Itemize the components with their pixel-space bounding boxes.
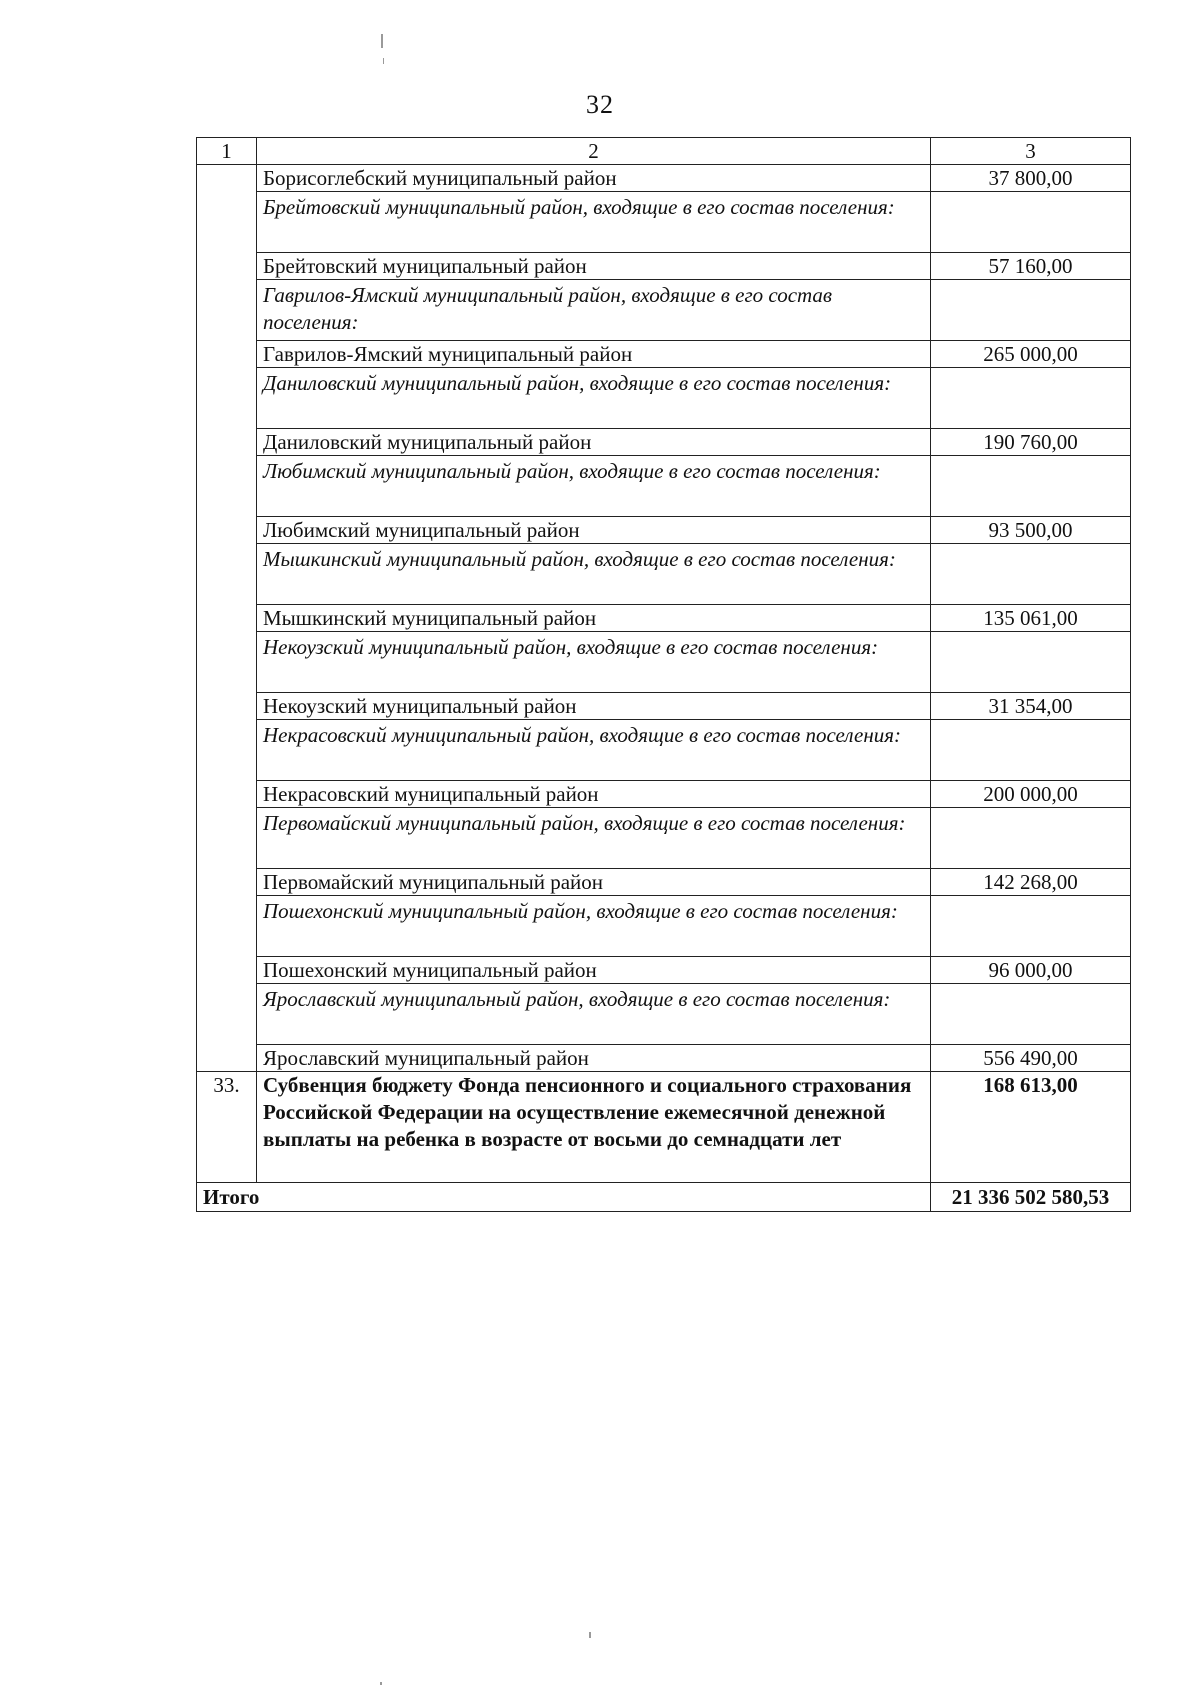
amount-cell: 200 000,00 <box>931 781 1131 808</box>
amount-cell: 142 268,00 <box>931 869 1131 896</box>
district-name-cell: Пошехонский муниципальный район <box>257 957 931 984</box>
scan-speck <box>589 1632 591 1638</box>
item-33-amount: 168 613,00 <box>931 1072 1131 1183</box>
amount-cell <box>931 896 1131 957</box>
district-name-cell: Некрасовский муниципальный район <box>257 781 931 808</box>
subvention-table <box>196 137 1131 1212</box>
amount-cell <box>931 456 1131 517</box>
district-row <box>197 341 1131 368</box>
header-cell-3: 3 <box>931 138 1131 165</box>
amount-cell <box>931 808 1131 869</box>
district-row <box>197 1045 1131 1072</box>
page-number: 32 <box>586 90 614 119</box>
amount-cell <box>931 984 1131 1045</box>
district-name-cell: Некоузский муниципальный район <box>257 693 931 720</box>
amount-cell <box>931 280 1131 341</box>
amount-cell <box>931 368 1131 429</box>
amount-cell: 556 490,00 <box>931 1045 1131 1072</box>
group-name-cell: Даниловский муниципальный район, входящие в его состав поселения: <box>257 368 931 429</box>
group-name-cell: Мышкинский муниципальный район, входящие в его состав поселения: <box>257 544 931 605</box>
district-row <box>197 693 1131 720</box>
amount-cell: 31 354,00 <box>931 693 1131 720</box>
group-row <box>197 896 1131 957</box>
group-name-cell: Ярославский муниципальный район, входящие в его состав поселения: <box>257 984 931 1045</box>
group-row <box>197 544 1131 605</box>
scan-speck <box>383 58 384 64</box>
group-name-cell: Некоузский муниципальный район, входящие в его состав поселения: <box>257 632 931 693</box>
district-name-cell: Борисоглебский муниципальный район <box>257 165 931 192</box>
district-name-cell: Гаврилов-Ямский муниципальный район <box>257 341 931 368</box>
amount-cell <box>931 192 1131 253</box>
district-name-cell: Брейтовский муниципальный район <box>257 253 931 280</box>
district-row <box>197 869 1131 896</box>
amount-cell: 93 500,00 <box>931 517 1131 544</box>
district-name-cell: Даниловский муниципальный район <box>257 429 931 456</box>
group-row <box>197 280 1131 341</box>
amount-cell: 37 800,00 <box>931 165 1131 192</box>
district-name-cell: Ярославский муниципальный район <box>257 1045 931 1072</box>
district-name-cell: Мышкинский муниципальный район <box>257 605 931 632</box>
district-row <box>197 165 1131 192</box>
district-row <box>197 429 1131 456</box>
amount-cell <box>931 544 1131 605</box>
scan-speck <box>380 1682 382 1685</box>
amount-cell: 57 160,00 <box>931 253 1131 280</box>
district-row <box>197 957 1131 984</box>
district-name-cell: Первомайский муниципальный район <box>257 869 931 896</box>
district-row <box>197 781 1131 808</box>
group-name-cell: Некрасовский муниципальный район, входящие в его состав поселения: <box>257 720 931 781</box>
amount-cell: 135 061,00 <box>931 605 1131 632</box>
group-name-cell: Брейтовский муниципальный район, входящие в его состав поселения: <box>257 192 931 253</box>
district-row <box>197 253 1131 280</box>
group-name-cell: Гаврилов-Ямский муниципальный район, входящие в его состав поселения: <box>257 280 931 341</box>
item-33-row <box>197 1072 1131 1183</box>
amount-cell <box>931 720 1131 781</box>
district-name-cell: Любимский муниципальный район <box>257 517 931 544</box>
amount-cell <box>931 632 1131 693</box>
total-label: Итого <box>197 1183 931 1212</box>
group-row <box>197 192 1131 253</box>
amount-cell: 190 760,00 <box>931 429 1131 456</box>
district-row <box>197 517 1131 544</box>
group-name-cell: Любимский муниципальный район, входящие в его состав поселения: <box>257 456 931 517</box>
total-row <box>197 1183 1131 1212</box>
district-row <box>197 605 1131 632</box>
group-name-cell: Первомайский муниципальный район, входящие в его состав поселения: <box>257 808 931 869</box>
group-row <box>197 984 1131 1045</box>
item-33-name: Субвенция бюджету Фонда пенсионного и социального страхования Российской Федерации на осуществление ежемесячной денежной выплаты на ребенка в возрасте от восьми до семнадцати лет <box>257 1072 931 1183</box>
item-number-cell <box>197 165 257 1072</box>
amount-cell: 96 000,00 <box>931 957 1131 984</box>
group-row <box>197 368 1131 429</box>
item-33-number: 33. <box>197 1072 257 1183</box>
group-row <box>197 720 1131 781</box>
header-cell-2: 2 <box>257 138 931 165</box>
table-body <box>197 138 1131 1212</box>
header-cell-1: 1 <box>197 138 257 165</box>
total-amount: 21 336 502 580,53 <box>931 1183 1131 1212</box>
header-row <box>197 138 1131 165</box>
scan-speck <box>381 34 383 48</box>
amount-cell: 265 000,00 <box>931 341 1131 368</box>
group-row <box>197 456 1131 517</box>
group-row <box>197 632 1131 693</box>
group-row <box>197 808 1131 869</box>
group-name-cell: Пошехонский муниципальный район, входящие в его состав поселения: <box>257 896 931 957</box>
